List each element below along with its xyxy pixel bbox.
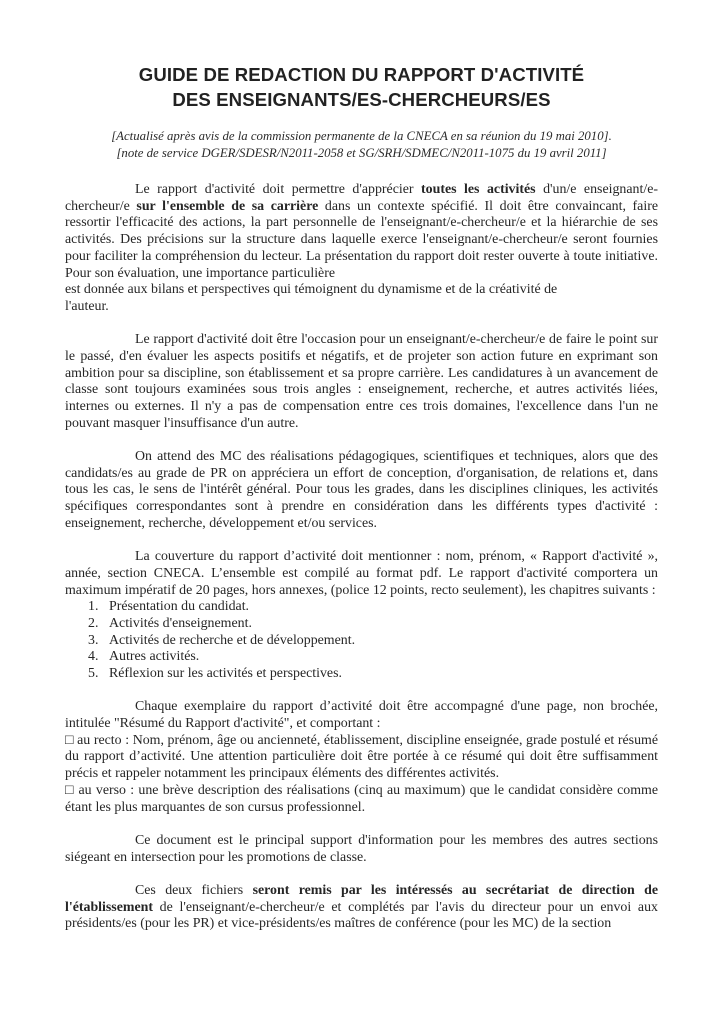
resume-verso: □ au verso : une brève description des réalisations (cinq au maximum) que le candidat considère comme étant les plus marquantes de son cursus professionnel. <box>65 782 658 815</box>
list-item <box>65 599 658 616</box>
paragraph-purpose <box>65 182 658 316</box>
resume-recto: □ au recto : Nom, prénom, âge ou ancienneté, établissement, discipline enseignée, grade postulé et résumé du rapport d’activité. Une attention particulière doit être portée à ce résumé qui doit être suffisamment précis et rappeler notamment les principaux éléments des différentes activités. <box>65 732 658 782</box>
text-segment: de l'enseignant/e-chercheur/e et complétés par l'avis du directeur pour un envoi aux présidents/es (pour les PR) et vice-présidents/es maîtres de conférence (pour les MC) de la section <box>65 899 658 932</box>
text-segment-bold: sur l'ensemble de sa carrière <box>136 198 319 214</box>
list-item <box>65 633 658 650</box>
list-item-number: 4. <box>88 649 99 665</box>
paragraph-expectations: On attend des MC des réalisations pédagogiques, scientifiques et techniques, alors que des candidats/es au grade de PR on appréciera un effort de conception, d'organisation, de relations et, dans tous les cas, le sens de l'intérêt général. Pour tous les grades, dans les disciplines cliniques, les activités spécifiques correspondantes sont à prendre en considération dans les différents types d'activité : enseignement, recherche, développement et/ou services. <box>65 449 658 531</box>
list-item-number: 3. <box>88 632 99 648</box>
paragraph-transmission <box>65 883 658 933</box>
paragraph-cover: La couverture du rapport d’activité doit mentionner : nom, prénom, « Rapport d'activité », année, section CNECA. L’ensemble est compilé au format pdf. Le rapport d'activité comportera un maximum impératif de 20 pages, hors annexes, (police 12 points, recto seulement), les chapitres suivants : <box>65 549 658 598</box>
text-segment: l'auteur. <box>65 298 109 314</box>
text-segment: Le rapport d'activité doit permettre d'apprécier <box>135 182 422 197</box>
resume-intro: Chaque exemplaire du rapport d’activité doit être accompagné d'une page, non brochée, intitulée "Résumé du Rapport d'activité", et comportant : <box>65 699 658 732</box>
list-item-number: 2. <box>88 615 99 631</box>
document-body <box>65 182 658 933</box>
list-item <box>65 666 658 683</box>
list-item <box>65 649 658 666</box>
list-item-label: Activités de recherche et de développement. <box>109 632 356 648</box>
page-title <box>65 62 658 112</box>
list-item-label: Activités d'enseignement. <box>109 615 252 631</box>
text-segment-bold: toutes les activités <box>421 182 536 197</box>
text-segment-bold: seront remis par les intéressés au secrétariat de direction de l'établissement <box>65 882 658 915</box>
paragraph-support: Ce document est le principal support d'information pour les membres des autres sections siégeant en intersection pour les promotions de classe. <box>65 832 658 865</box>
list-item-label: Présentation du candidat. <box>109 599 250 615</box>
revision-notes <box>65 128 658 162</box>
page-title-line-1: GUIDE DE REDACTION DU RAPPORT D'ACTIVITÉ <box>138 64 585 85</box>
list-item-number: 5. <box>88 666 99 682</box>
list-item <box>65 616 658 633</box>
page-title-line-2: DES ENSEIGNANTS/ES-CHERCHEURS/ES <box>172 89 551 110</box>
list-item-label: Réflexion sur les activités et perspectives. <box>109 666 342 682</box>
text-segment: d'un/e enseignant/e-chercheur/e <box>65 182 658 214</box>
text-segment: Ces deux fichiers <box>135 882 253 898</box>
chapter-list <box>65 599 658 683</box>
paragraph-resume-page <box>65 699 658 816</box>
revision-note-line-1: [Actualisé après avis de la commission permanente de la CNECA en sa réunion du 19 mai 2010]. <box>111 129 612 143</box>
text-segment: dans un contexte spécifié. Il doit être convaincant, faire ressortir l'efficacité des actions, la part personnelle de l'enseignant/e-chercheur/e et la hiérarchie de ses activités. Des précisions sur la structure dans laquelle exerce l'enseignant/e-chercheur/e seront fournies pour faciliter la compréhension du lecteur. La présentation du rapport doit rester ouverte à toute initiative. Pour son évaluation, une importance particulière <box>65 198 658 281</box>
revision-note-line-2: [note de service DGER/SDESR/N2011-2058 et SG/SRH/SDMEC/N2011-1075 du 19 avril 2011] <box>116 146 607 160</box>
paragraph-occasion: Le rapport d'activité doit être l'occasion pour un enseignant/e-chercheur/e de faire le point sur le passé, d'en évaluer les aspects positifs et négatifs, et de projeter son action future en exprimant son ambition pour sa discipline, son établissement et sa propre carrière. Les candidatures à un avancement de classe sont toujours examinées sous trois angles : enseignement, recherche, et autres activités liées, internes ou externes. Il n'y a pas de compensation entre ces trois domaines, l'excellence dans l'un ne pouvant masquer l'insuffisance d'un autre. <box>65 332 658 431</box>
list-item-label: Autres activités. <box>109 649 200 665</box>
text-segment: est donnée aux bilans et perspectives qui témoignent du dynamisme et de la créativité de <box>65 282 558 298</box>
list-item-number: 1. <box>88 599 99 615</box>
